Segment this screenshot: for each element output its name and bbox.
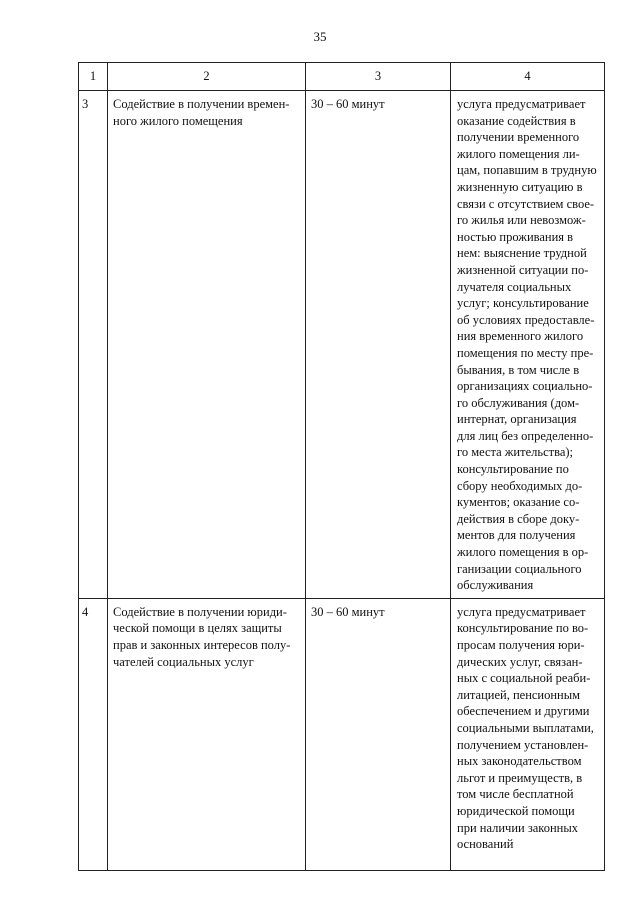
table-row [79,598,605,870]
service-description: услуга предусматривает оказание содействия в получении временного жилого помещения ли- цам, попавшим в трудную жизненную ситуацию в связи с отсутствием свое- го жилья или невозмож- ностью проживания в нем: выяснение трудной жизненной ситуации по- лучателя социальных услуг; консультирование об условиях предоставле- ния временного жилого помещения по месту пре- бывания, в том числе в организациях социально- го обслуживания (дом- интернат, организация для лиц без определенно- го места жительства); консультирование по сбору необходимых до- кументов; оказание со- действия в сборе доку- ментов для получения жилого помещения в ор- ганизации социального обслуживания [457,97,597,593]
service-duration: 30 – 60 минут [311,604,385,619]
row-number: 4 [82,604,89,619]
column-header-4: 4 [451,63,605,91]
service-description: услуга предусматривает консультирование по во- просам получения юри- дических услуг, связан- ных с социальной реаби- литацией, пенсионным обеспечением и другими социальными выплатами, получением установлен- ных законодательством льгот и преимуществ, в том числе бесплатной юридической помощи при наличии законных оснований [457,604,594,852]
service-name: Содействие в получении времен- ного жилого помещения [113,97,290,128]
row-number: 3 [82,97,89,111]
column-header-1: 1 [79,63,108,91]
column-header-2: 2 [108,63,306,91]
page-number: 35 [313,29,327,44]
service-name: Содействие в получении юриди- ческой помощи в целях защиты прав и законных интересов полу- чателей социальных услуг [113,604,291,669]
table-header-row [79,63,605,91]
column-header-3: 3 [306,63,451,91]
service-duration: 30 – 60 минут [311,97,385,111]
services-table [78,62,605,871]
table-row [79,91,605,599]
